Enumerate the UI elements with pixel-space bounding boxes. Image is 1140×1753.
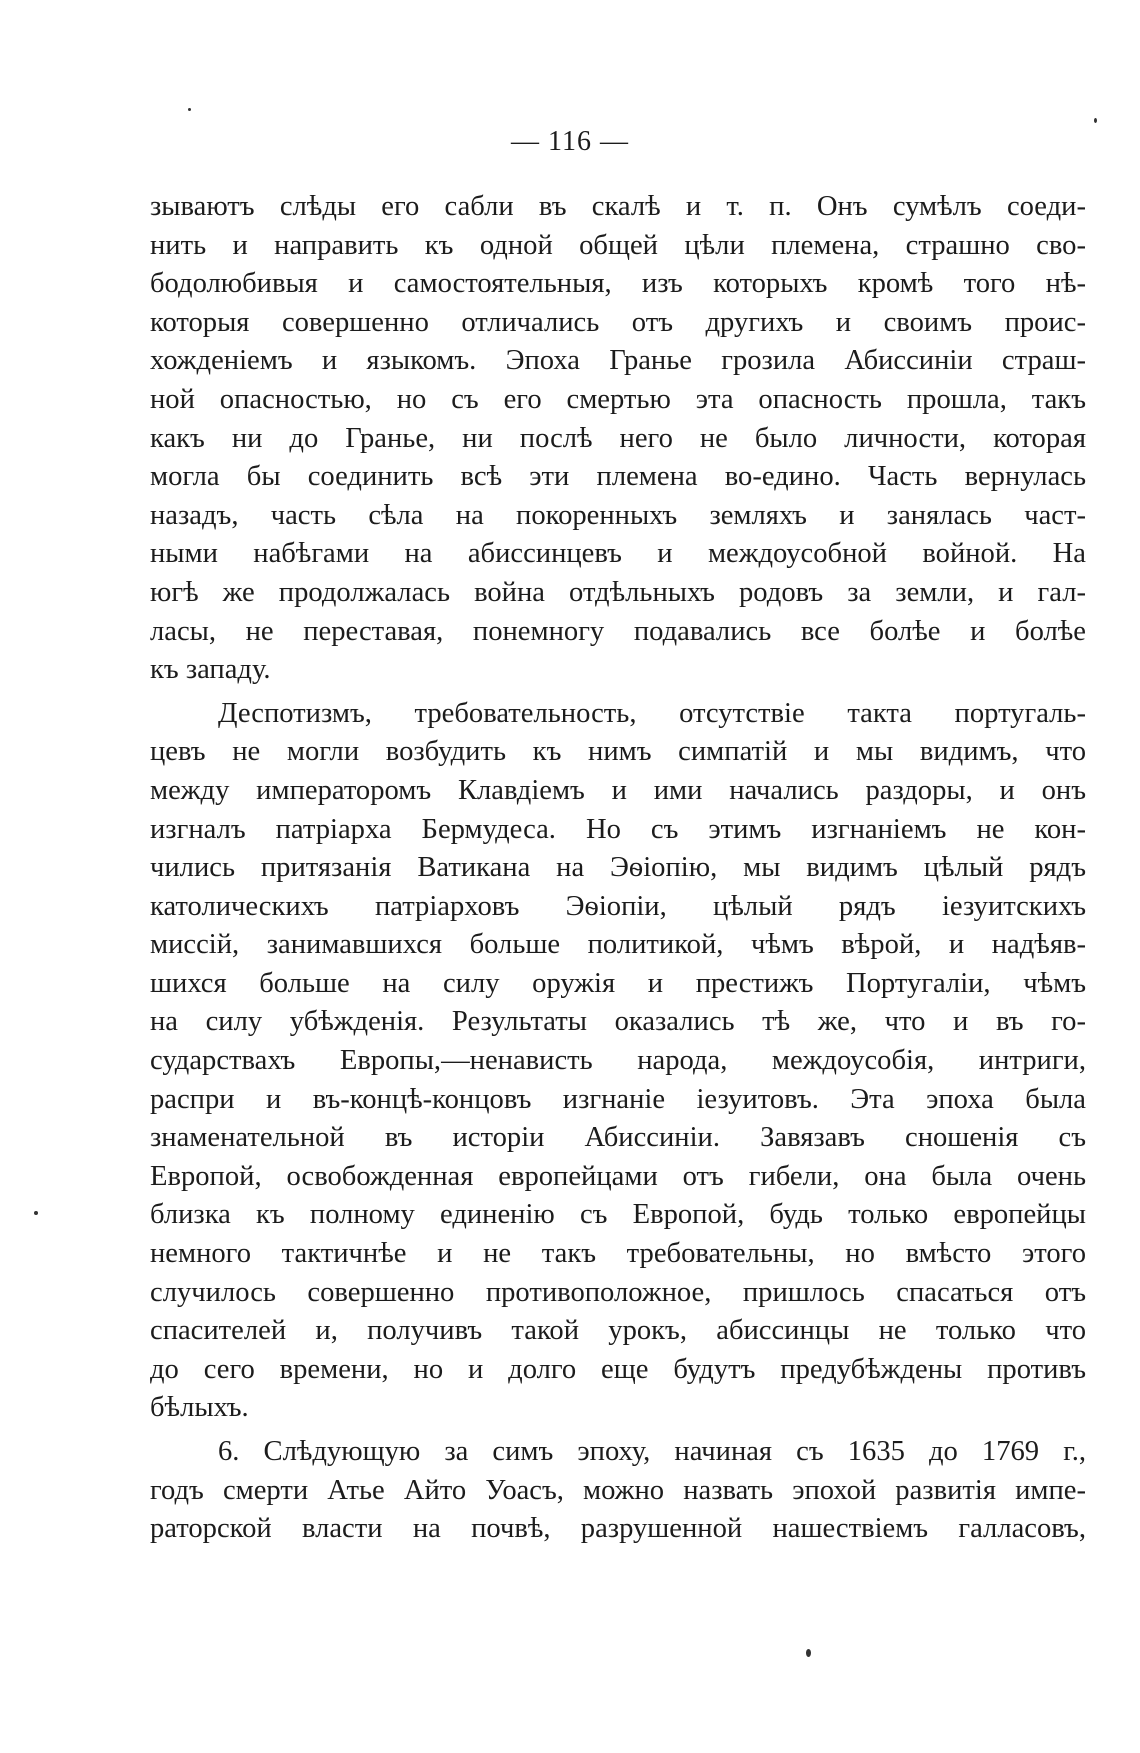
text-line: Европой, освобожденная европейцами отъ гибели, она была очень (150, 1160, 1086, 1192)
paragraph-3 (150, 1433, 1086, 1549)
ink-speck (34, 1211, 38, 1215)
text-line: хожденіемъ и языкомъ. Эпоха Гранье грозила Абиссиніи страш- (150, 345, 1086, 377)
ink-speck (1094, 118, 1097, 123)
text-line: назадъ, часть сѣла на покоренныхъ земляхъ и занялась част- (150, 499, 1086, 531)
text-line: ными набѣгами на абиссинцевъ и междоусобной войной. На (150, 538, 1086, 570)
text-line: распри и въ-концѣ-концовъ изгнаніе іезуитовъ. Эта эпоха была (150, 1083, 1086, 1115)
text-line: къ западу. (150, 654, 271, 686)
text-line: между императоромъ Клавдіемъ и ими начались раздоры, и онъ (150, 774, 1086, 806)
text-line: спасителей и, получивъ такой урокъ, абиссинцы не только что (150, 1315, 1086, 1347)
paragraph-2 (150, 695, 1086, 1428)
text-line: цевъ не могли возбудить къ нимъ симпатій и мы видимъ, что (150, 736, 1086, 768)
text-line: ласы, не переставая, понемногу подавались все болѣе и болѣе (150, 615, 1086, 647)
text-line: ной опасностью, но съ его смертью эта опасность прошла, такъ (150, 383, 1086, 415)
text-line: немного тактичнѣе и не такъ требовательны, но вмѣсто этого (150, 1238, 1086, 1270)
text-line: случилось совершенно противоположное, пришлось спасаться отъ (150, 1276, 1086, 1308)
text-line: годъ смерти Атье Айто Уоасъ, можно назвать эпохой развитія импе- (150, 1474, 1086, 1506)
text-line: близка къ полному единенію съ Европой, будь только европейцы (150, 1199, 1086, 1231)
text-line: знаменательной въ исторіи Абиссиніи. Завязавъ сношенія съ (150, 1122, 1086, 1154)
text-line: шихся больше на силу оружія и престижъ Португаліи, чѣмъ (150, 967, 1086, 999)
paragraph-1 (150, 188, 1086, 690)
text-line: какъ ни до Гранье, ни послѣ него не было личности, которая (150, 422, 1086, 454)
body-text (150, 188, 1086, 1549)
page-number: — 116 — (511, 126, 629, 157)
text-line: нить и направить къ одной общей цѣли племена, страшно сво- (150, 229, 1086, 261)
ink-speck (806, 1649, 811, 1657)
ink-speck (188, 108, 191, 111)
text-line: могла бы соединить всѣ эти племена во-едино. Часть вернулась (150, 461, 1086, 493)
text-line: католическихъ патріарховъ Эѳіопіи, цѣлый рядъ іезуитскихъ (150, 890, 1086, 922)
text-line: до сего времени, но и долго еще будутъ предубѣждены противъ (150, 1353, 1086, 1385)
text-line: бодолюбивыя и самостоятельныя, изъ которыхъ кромѣ того нѣ- (150, 268, 1086, 300)
text-line: раторской власти на почвѣ, разрушенной нашествіемъ галласовъ, (150, 1513, 1086, 1545)
text-line: миссій, занимавшихся больше политикой, чѣмъ вѣрой, и надѣяв- (150, 929, 1086, 961)
text-line: сударствахъ Европы,—ненависть народа, междоусобія, интриги, (150, 1045, 1086, 1077)
text-line: бѣлыхъ. (150, 1392, 249, 1424)
text-line: которыя совершенно отличались отъ другихъ и своимъ проис- (150, 306, 1086, 338)
text-line: югѣ же продолжалась война отдѣльныхъ родовъ за земли, и гал- (150, 576, 1086, 608)
text-line: Деспотизмъ, требовательность, отсутствіе такта португаль- (218, 697, 1086, 729)
text-line: чились притязанія Ватикана на Эѳіопію, мы видимъ цѣлый рядъ (150, 852, 1086, 884)
text-line: на силу убѣжденія. Результаты оказались тѣ же, что и въ го- (150, 1006, 1086, 1038)
text-line: 6. Слѣдующую за симъ эпоху, начиная съ 1635 до 1769 г., (218, 1436, 1086, 1467)
text-line: изгналъ патріарха Бермудеса. Но съ этимъ изгнаніемъ не кон- (150, 813, 1086, 845)
text-line: зываютъ слѣды его сабли въ скалѣ и т. п. Онъ сумѣлъ соеди- (150, 191, 1086, 222)
